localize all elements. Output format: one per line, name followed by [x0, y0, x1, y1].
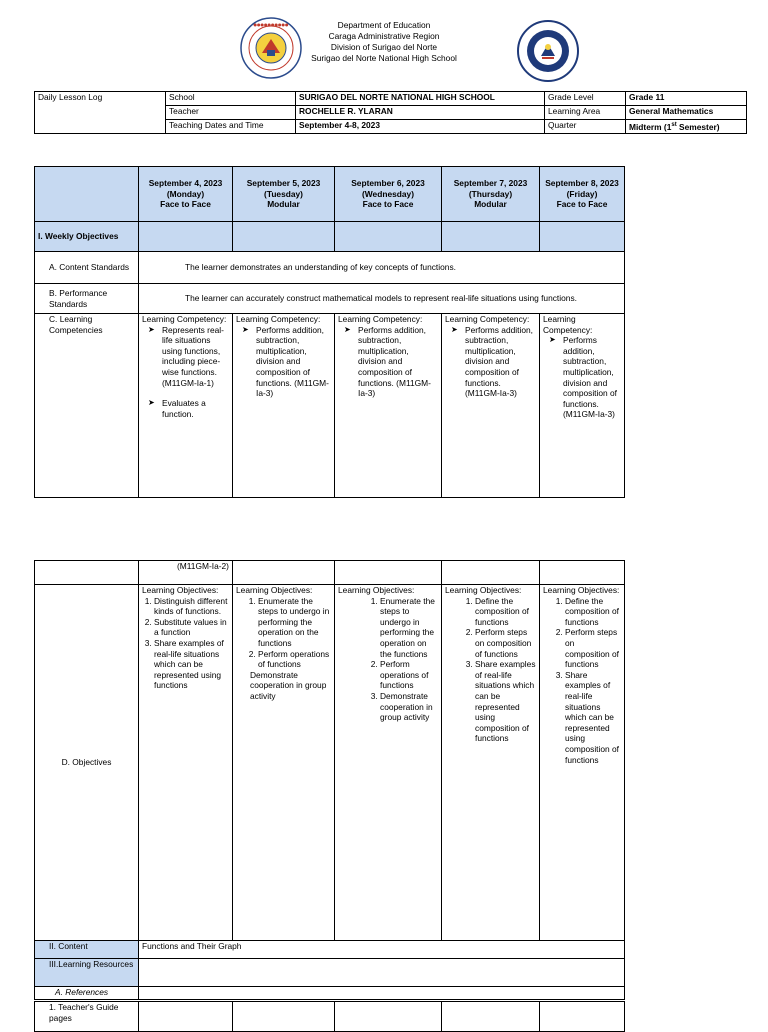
- area-value: General Mathematics: [626, 106, 747, 120]
- content-value: Functions and Their Graph: [139, 941, 625, 959]
- teacher-value: ROCHELLE R. YLARAN: [296, 106, 545, 120]
- school-label: School: [166, 92, 296, 106]
- objectives-mon: Learning Objectives: 1. Distinguish different kinds of functions. 2. Substitute values in a function 3. Share examples of real-life situations which can be represented using functions: [139, 585, 233, 941]
- competency-thu: Learning Competency: ➤ Performs addition, subtraction, multiplication, division and composition of functions. (M11GM-Ia-3): [442, 314, 540, 498]
- content-standards-label: A. Content Standards: [35, 252, 139, 284]
- header-line-school: Surigao del Norte National High School: [311, 53, 457, 63]
- competency-tue: Learning Competency: ➤ Performs addition, subtraction, multiplication, division and composition of functions. (M11GM-Ia-3): [233, 314, 335, 498]
- day-header-fri: September 8, 2023 (Friday) Face to Face: [540, 167, 625, 222]
- competency-mon-continued: (M11GM-Ia-2): [139, 561, 233, 585]
- day-header-thu: September 7, 2023 (Thursday) Modular: [442, 167, 540, 222]
- content-standards-text: The learner demonstrates an understanding of key concepts of functions.: [139, 252, 625, 284]
- dll-main-table-part3: [34, 1001, 625, 1032]
- quarter-value: Midterm (1st Semester): [626, 120, 747, 134]
- competency-wed: Learning Competency: ➤ Performs addition, subtraction, multiplication, division and composition of functions. (M11GM-Ia-3): [335, 314, 442, 498]
- objectives-tue: Learning Objectives: 1. Enumerate the steps to undergo in performing the operation on the functions 2. Perform operations of functions Demonstrate cooperation in group activity: [233, 585, 335, 941]
- competency-fri: Learning Competency: ➤ Performs addition, subtraction, multiplication, division and composition of functions. (M11GM-Ia-3): [540, 314, 625, 498]
- school-value: SURIGAO DEL NORTE NATIONAL HIGH SCHOOL: [296, 92, 545, 106]
- area-label: Learning Area: [545, 106, 626, 120]
- header-line-region: Caraga Administrative Region: [328, 31, 440, 41]
- dll-label: Daily Lesson Log: [35, 92, 166, 134]
- weekly-objectives-heading: I. Weekly Objectives: [35, 222, 139, 252]
- grade-value: Grade 11: [626, 92, 747, 106]
- objectives-wed: Learning Objectives: 1. Enumerate the steps to undergo in performing the operation on the functions 2. Perform operations of functions 3. Demonstrate cooperation in group activity: [335, 585, 442, 941]
- day-header-mon: September 4, 2023 (Monday) Face to Face: [139, 167, 233, 222]
- performance-standards-label: B. Performance Standards: [35, 284, 139, 314]
- dll-main-table-part2: [34, 560, 625, 1000]
- dll-info-table: [34, 91, 747, 134]
- resources-label: III.Learning Resources: [35, 959, 139, 987]
- competencies-label: C. Learning Competencies: [35, 314, 139, 498]
- header-line-division: Division of Surigao del Norte: [330, 42, 438, 52]
- teacher-label: Teacher: [166, 106, 296, 120]
- objectives-label: D. Objectives: [35, 585, 139, 941]
- quarter-label: Quarter: [545, 120, 626, 134]
- svg-text:●●●●●●●●●●: ●●●●●●●●●●: [253, 22, 289, 27]
- school-header: [0, 20, 768, 64]
- day-header-wed: September 6, 2023 (Wednesday) Face to Face: [335, 167, 442, 222]
- performance-standards-text: The learner can accurately construct mathematical models to represent real-life situations using functions.: [139, 284, 625, 314]
- dates-label: Teaching Dates and Time: [166, 120, 296, 134]
- references-label: A. References: [35, 987, 139, 1000]
- grade-label: Grade Level: [545, 92, 626, 106]
- objectives-thu: Learning Objectives: 1. Define the composition of functions 2. Perform steps on composition of functions 3. Share examples of real-life situations which can be represented using composition of functions: [442, 585, 540, 941]
- dll-main-table-part1: [34, 166, 625, 498]
- teachers-guide-label: 1. Teacher's Guide pages: [35, 1002, 139, 1032]
- day-header-tue: September 5, 2023 (Tuesday) Modular: [233, 167, 335, 222]
- corner-cell: [35, 167, 139, 222]
- competency-mon: Learning Competency: ➤ Represents real-life situations using functions, including piece-wise functions. (M11GM-Ia-1) ➤ Evaluates a function.: [139, 314, 233, 498]
- dates-value: September 4-8, 2023: [296, 120, 545, 134]
- objectives-fri: Learning Objectives: 1. Define the composition of functions 2. Perform steps on composition of functions 3. Share examples of real-life situations which can be represented using composition of functions: [540, 585, 625, 941]
- header-line-deped: Department of Education: [337, 20, 431, 30]
- content-label: II. Content: [35, 941, 139, 959]
